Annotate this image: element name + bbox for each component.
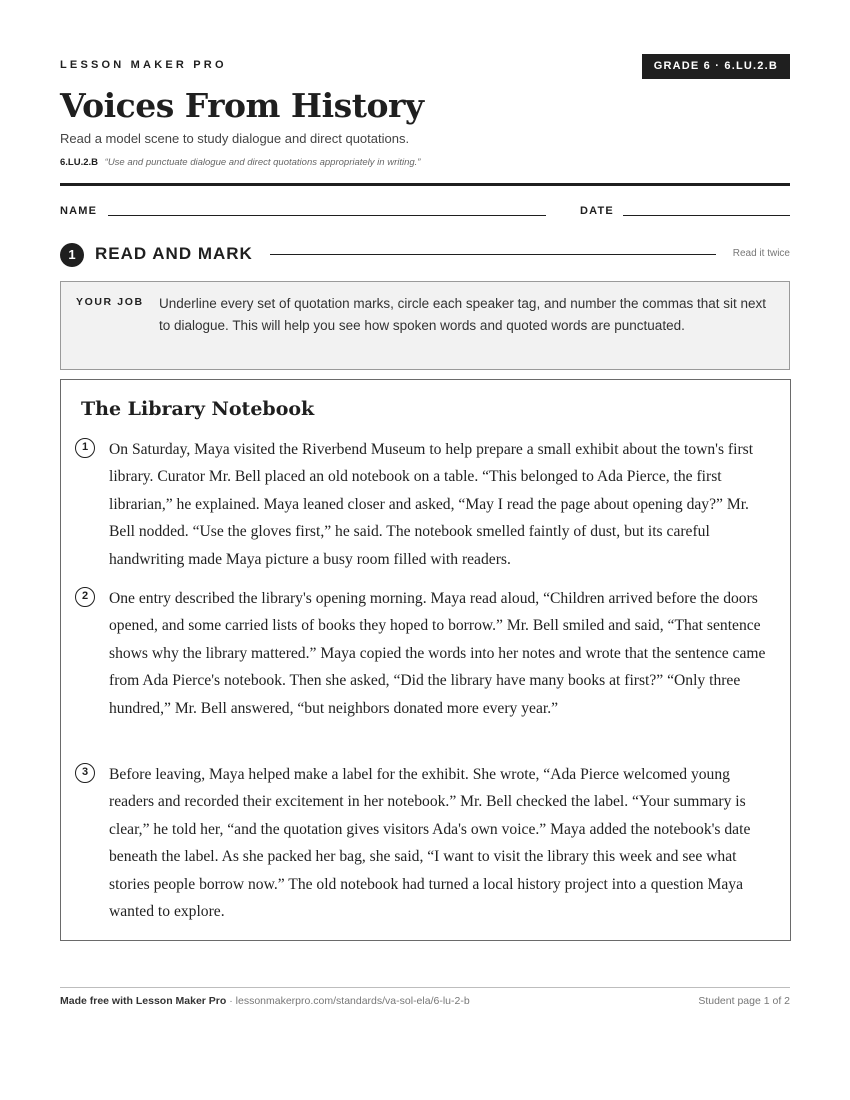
story-title: The Library Notebook	[81, 398, 315, 420]
footer-url[interactable]: lessonmakerpro.com/standards/va-sol-ela/6-lu-2-b	[235, 995, 470, 1007]
paragraph-text: On Saturday, Maya visited the Riverbend Museum to help prepare a small exhibit about the town's first library. Curator Mr. Bell placed an old notebook on a table. “This belonged to Ada Pierce, the first librarian,” he explained. Maya leaned closer and asked, “May I read the page about opening day?” Mr. Bell nodded. “Use the gloves first,” he said. The notebook smelled faintly of dust, but its careful handwriting made Maya picture a busy room filled with readers.	[109, 441, 754, 568]
page-title: Voices From History	[60, 86, 424, 125]
standard-code: 6.LU.2.B	[60, 157, 99, 168]
paragraph-number-icon: 3	[75, 763, 95, 783]
footer-separator: ·	[226, 995, 236, 1007]
job-instructions-box	[60, 281, 790, 370]
paragraph-number-icon: 2	[75, 587, 95, 607]
date-label: DATE	[580, 205, 614, 217]
name-field[interactable]	[108, 215, 546, 216]
page-subtitle: Read a model scene to study dialogue and direct quotations.	[60, 131, 410, 146]
section-title: READ AND MARK	[95, 244, 253, 263]
footer-divider	[60, 987, 790, 988]
header-divider	[60, 183, 790, 186]
standard-line	[60, 157, 420, 168]
paragraph-text: Before leaving, Maya helped make a label for the exhibit. She wrote, “Ada Pierce welcomed young readers and recorded their excitement in her notebook.” Mr. Bell checked the label. “Your summary is clear,” he told her, “and the quotation gives visitors Ada's own voice.” Maya added the notebook's date beneath the label. As she packed her bag, she said, “I want to visit the library this week and see what stories people borrow now.” The old notebook had turned a local history project into a question Maya wanted to explore.	[109, 766, 751, 921]
brand-name: LESSON MAKER PRO	[60, 59, 227, 71]
footer-credit	[60, 995, 470, 1007]
section-number-badge: 1	[60, 243, 84, 267]
name-label: NAME	[60, 205, 98, 217]
footer-made-with: Made free with Lesson Maker Pro	[60, 995, 227, 1007]
section-divider	[270, 254, 716, 255]
footer-page-number: Student page 1 of 2	[698, 995, 790, 1007]
job-label: YOUR JOB	[76, 296, 144, 308]
paragraph-number-icon: 1	[75, 438, 95, 458]
grade-badge: GRADE 6 · 6.LU.2.B	[642, 54, 790, 79]
paragraph-text: One entry described the library's opening morning. Maya read aloud, “Children arrived before the doors opened, and some carried lists of books they hoped to borrow.” Mr. Bell smiled and said, “That sentence shows why the library mattered.” Maya copied the words into her notes and wrote that the sentence came from Ada Pierce's notebook. Then she asked, “Did the library have many books at first?” “Only three hundred,” Mr. Bell answered, “but neighbors donated more every year.”	[109, 590, 766, 717]
job-text: Underline every set of quotation marks, circle each speaker tag, and number the commas that sit next to dialogue. This will help you see how spoken words and quoted words are punctuated.	[159, 296, 767, 333]
story-box	[60, 379, 791, 941]
section-note: Read it twice	[732, 248, 790, 259]
standard-text: “Use and punctuate dialogue and direct quotations appropriately in writing.”	[104, 157, 421, 168]
date-field[interactable]	[623, 215, 790, 216]
